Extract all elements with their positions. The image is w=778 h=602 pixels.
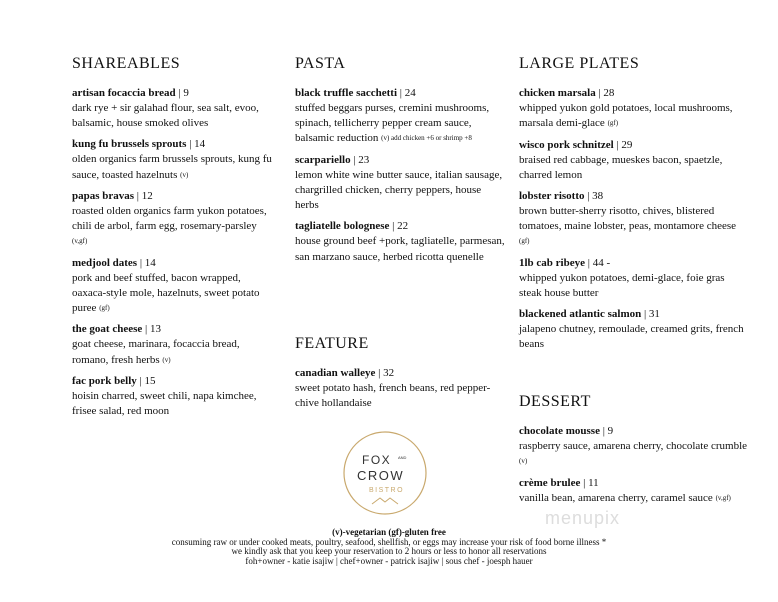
fox-and-crow-logo [340, 428, 430, 518]
item-description: brown butter-sherry risotto, chives, blistered tomatoes, maine lobster, peas, montamore cheese [519, 204, 737, 233]
item-tag: (gf) [607, 119, 619, 128]
item-description: house ground beef +pork, tagliatelle, parmesan, san marzano sauce, herbed ricotta quenelle [295, 235, 505, 263]
item-tag: (v) [162, 355, 171, 364]
menu-item [519, 86, 749, 132]
item-tag: (v,gf) [715, 493, 731, 502]
item-tag: (v) [180, 170, 189, 179]
item-price: | 15 [139, 375, 156, 387]
item-description: hoisin charred, sweet chili, napa kimchee, frisee salad, red moon [72, 390, 257, 418]
large-plates-section [519, 54, 749, 359]
item-description: stuffed beggars purses, cremini mushrooms, spinach, tellicherry pepper cream sauce, balsamic reduction [295, 102, 490, 145]
menu-item [519, 307, 749, 352]
item-name: chocolate mousse [519, 425, 600, 437]
item-price: | 31 [643, 308, 660, 321]
footer-legend: (v)-vegetarian (gf)-gluten free [332, 527, 446, 537]
item-price: | 9 [602, 425, 614, 437]
menu-item [72, 86, 272, 131]
item-description: olden organics farm brussels sprouts, kung fu sauce, toasted hazelnuts [72, 153, 272, 181]
watermark: menupix [545, 508, 621, 528]
item-name: tagliatelle bolognese [295, 220, 390, 233]
dessert-section [519, 392, 749, 512]
menu-item [72, 322, 272, 368]
item-price: | 24 [399, 87, 416, 99]
item-price: | 38 [587, 189, 604, 202]
item-description: dark rye + sir galahad flour, sea salt, evoo, balsamic, house smoked olives [72, 102, 259, 130]
item-name: scarpariello [295, 153, 351, 166]
section-title: SHAREABLES [72, 55, 181, 72]
item-tag: (v,gf) [72, 237, 88, 246]
item-description: vanilla bean, amarena cherry, caramel sauce [519, 491, 713, 504]
menu-item [519, 189, 749, 250]
item-description: jalapeno chutney, remoulade, creamed grits, french beans [519, 323, 744, 351]
menu-item [72, 137, 272, 183]
item-description: goat cheese, marinara, focaccia bread, romano, fresh herbs [72, 338, 240, 366]
item-name: the goat cheese [72, 323, 143, 336]
item-name: lobster risotto [519, 189, 585, 202]
item-name: papas bravas [72, 189, 135, 202]
menu-item [519, 256, 749, 301]
item-price: | 23 [353, 153, 370, 166]
pasta-section [295, 54, 505, 271]
item-description: whipped yukon potatoes, demi-glace, foie gras steak house butter [519, 271, 725, 299]
item-name: fac pork belly [72, 375, 137, 387]
logo-bistro: BISTRO [369, 487, 405, 494]
section-title: LARGE PLATES [519, 55, 640, 72]
item-name: artisan focaccia bread [72, 87, 176, 99]
item-price: | 44 - [587, 256, 611, 269]
item-name: black truffle sacchetti [295, 87, 398, 99]
item-price: | 9 [178, 87, 189, 99]
item-price: | 14 [189, 138, 206, 151]
item-name: blackened atlantic salmon [519, 308, 642, 321]
menu-item [295, 219, 505, 264]
menu-item [519, 424, 749, 470]
section-title: DESSERT [519, 393, 591, 410]
item-price: | 32 [378, 367, 395, 379]
logo-crow: CROW [357, 468, 405, 483]
item-price: | 12 [136, 189, 153, 202]
item-price: | 11 [583, 476, 599, 489]
item-price: | 28 [598, 87, 615, 99]
menu-item [295, 86, 505, 147]
item-name: medjool dates [72, 256, 138, 269]
item-tag: (gf) [99, 304, 110, 313]
menu-item [519, 138, 749, 183]
footer-reservation: we kindly ask that you keep your reservation to 2 hours or less to honor all reservations [231, 546, 547, 556]
item-description: roasted olden organics farm yukon potatoes, chili de arbol, farm egg, rosemary-parsley [72, 204, 267, 233]
feature-section [295, 334, 505, 417]
item-tag: (v) add chicken +6 or shrimp +8 [381, 134, 472, 143]
menu-item [72, 256, 272, 317]
item-description: lemon white wine butter sauce, italian sausage, chargrilled chicken, cherry peppers, house herbs [295, 168, 503, 212]
item-name: chicken marsala [519, 87, 596, 99]
item-description: sweet potato hash, french beans, red pepper-chive hollandaise [295, 382, 491, 410]
item-name: 1lb cab ribeye [519, 256, 585, 269]
menu-item [295, 366, 505, 411]
logo-and: AND [398, 455, 407, 460]
shareables-section [72, 54, 272, 425]
footer-warning: consuming raw or under cooked meats, poultry, seafood, shellfish, or eggs may increase your risk of food borne illness * [171, 536, 607, 547]
menu-item [519, 476, 749, 506]
item-price: | 14 [139, 256, 156, 269]
item-name: canadian walleye [295, 367, 376, 379]
section-title: FEATURE [295, 335, 369, 352]
item-description: raspberry sauce, amarena cherry, chocolate crumble [519, 440, 748, 452]
section-title: PASTA [295, 55, 346, 72]
item-tag: (v) [519, 457, 528, 466]
item-name: wisco pork schnitzel [519, 138, 614, 151]
footer [0, 528, 778, 566]
item-price: | 22 [392, 220, 409, 233]
menu-item [295, 153, 505, 214]
item-tag: (gf) [519, 237, 530, 246]
item-description: braised red cabbage, mueskes bacon, spaetzle, charred lemon [519, 153, 723, 181]
item-price: | 29 [616, 138, 633, 151]
footer-staff: foh+owner - katie isajiw | chef+owner - patrick isajiw | sous chef - joesph hauer [245, 555, 533, 566]
item-price: | 13 [145, 323, 161, 336]
item-description: pork and beef stuffed, bacon wrapped, oaxaca-style mole, hazelnuts, sweet potato puree [72, 271, 260, 315]
item-description: whipped yukon gold potatoes, local mushrooms, marsala demi-glace [519, 102, 733, 130]
menu-item [72, 374, 272, 419]
logo-fox: FOX [362, 453, 392, 467]
menu-item [72, 189, 272, 250]
item-name: crème brulee [519, 476, 581, 489]
item-name: kung fu brussels sprouts [72, 138, 187, 151]
